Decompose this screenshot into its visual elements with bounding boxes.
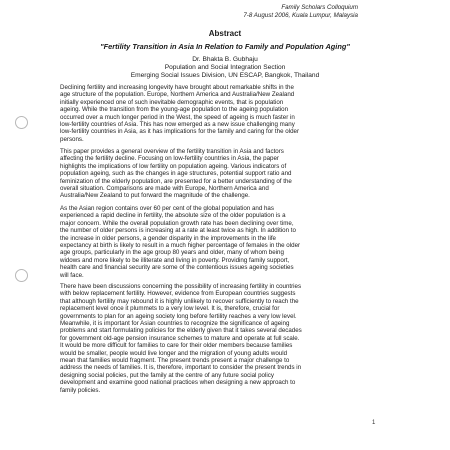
paragraph-line: ageing. While the transition from the young-age population to the ageing population [60,106,289,114]
paragraph-line: the increase in older persons, a gender disparity in the improvements in the life [60,234,276,242]
paragraph-line: persons. [60,135,84,143]
page-number: 1 [372,420,376,426]
paragraph-line: This paper provides a general overview of the fertility transition in Asia and factors [60,148,284,155]
paragraph-line: affecting the fertility decline. Focusing on low-fertility countries in Asia, the paper [60,155,279,163]
author-division: Emerging Social Issues Division, UN ESCAP, Bangkok, Thailand [130,72,320,79]
paragraph-line: It would be more difficult for families to care for their older members because families [60,342,293,350]
paragraph-line: As the Asian region contains over 60 per cent of the global population and has [60,205,274,212]
paragraph-line: low-fertility countries in Asia, as it has implications for the family and caring for the older [60,128,300,136]
paragraph-line: for government old-age pension insurance schemes to mature and operate at full scale. [60,334,300,342]
paragraph-line: age groups, particularly in the age group 80 years and older, many of whom being [60,249,284,257]
paragraph-line: occurred over a much longer period in the West, the speed of ageing is much faster in [60,113,295,121]
abstract-heading: Abstract [208,29,242,38]
author-section: Population and Social Integration Section [164,64,286,71]
paragraph-line: widows and more likely to be illiterate and living in poverty. Providing family support, [60,256,290,264]
paragraph-line: the number of older persons is increasing at a rate at least twice as high. In addition to [60,227,296,235]
paragraph-line: will face. [60,271,84,279]
paragraph-line: development and examine good national practices when designing a new approach to [60,379,296,387]
author-block [0,56,450,80]
paragraph-line: age structure of the population. Europe, Northern America and Australia/New Zealand [60,91,295,99]
paragraph-line: feminization of the elderly population, are presented for a better understanding of the [60,177,292,185]
paragraph-line: major concern. While the overall population growth rate has been declining over time, [60,219,294,227]
paragraph-line: would be smaller, people would live longer and the migration of young adults would [60,349,288,357]
colloquium-name: Family Scholars Colloquium [281,4,358,11]
paragraph-2 [60,148,390,200]
paragraph-3 [60,205,390,279]
paragraph-line: experienced a rapid decline in fertility, the absolute size of the older population is a [60,212,286,220]
paragraph-line: family policies. [60,386,101,394]
paragraph-line: low-fertility countries of Asia. This has now emerged as a new issue challenging many [60,121,295,129]
punch-hole-top [15,116,28,129]
paragraph-line: governments to plan for an ageing society long before fertility reaches a very low level. [60,312,297,320]
paragraph-line: population ageing, such as the changes in age structures, potential support ratio and [60,170,292,178]
paragraph-line: that although fertility may rebound it is highly unlikely to recover sufficiently to reach the [60,297,299,305]
colloquium-date-location: 7-8 August 2006, Kuala Lumpur, Malaysia [243,11,358,19]
punch-hole-bottom [15,269,28,282]
paragraph-4 [60,283,390,394]
paragraph-line: problems and start formulating policies for the elderly given that it takes several decades [60,327,302,335]
paragraph-line: mean that families would fragment. The present trends present a major challenge to [60,357,290,365]
paragraph-line: overall situation. Comparisons are made with Europe, Northern America and [60,185,269,193]
paragraph-line: highlights the implications of low fertility on population ageing. Various indicators of [60,162,287,170]
paragraph-line: replacement level once it plummets to a very low level. It is, therefore, crucial for [60,305,280,313]
paragraph-line: Declining fertility and increasing longevity have brought about remarkable shifts in the [60,84,294,91]
paragraph-line: There have been discussions concerning the possibility of increasing fertility in countries [60,283,302,290]
colloquium-header [243,4,358,19]
paragraph-line: address the needs of families. It is, therefore, important to consider the present trends in [60,364,302,372]
paragraph-line: expectancy at birth is likely to result in a much higher percentage of females in the older [60,242,301,250]
paragraph-line: health care and financial security are some of the contentious issues ageing societies [60,264,294,272]
paper-title: "Fertility Transition in Asia In Relation to Family and Population Aging" [100,42,350,51]
paragraph-1 [60,84,390,143]
paragraph-line: Meanwhile, it is important for Asian countries to recognize the significance of ageing [60,320,290,328]
paragraph-line: with below replacement fertility. However, evidence from European countries suggests [60,290,296,298]
paragraph-line: Australia/New Zealand to put forward the magnitude of the challenge. [60,192,250,200]
author-name: Dr. Bhakta B. Gubhaju [192,56,258,63]
paragraph-line: designing social policies, put the family at the centre of any future social policy [60,371,274,379]
paragraph-line: initially experienced one of such inevitable demographic events, that is population [60,98,284,106]
